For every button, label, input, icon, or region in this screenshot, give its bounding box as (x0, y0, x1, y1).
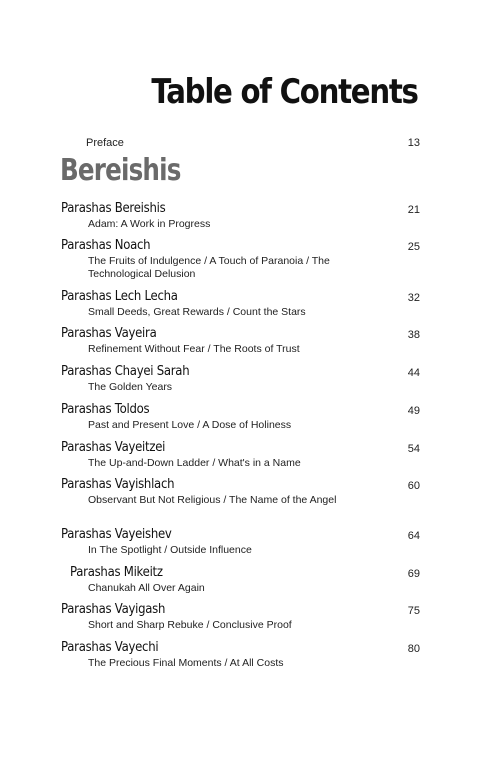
entry-title: Parashas Vayeishev (61, 527, 172, 542)
entry-title: Parashas Bereishis (61, 201, 166, 216)
entry-title: Parashas Toldos (61, 402, 150, 417)
entry-title: Parashas Vayishlach (61, 477, 175, 492)
entry-page-number: 49 (407, 405, 420, 417)
page-title: Table of Contents (151, 72, 418, 112)
entry-subtitle: Refinement Without Fear / The Roots of Trust (88, 343, 300, 355)
entry-title: Parashas Vayechi (61, 640, 159, 655)
entry-page-number: 32 (407, 292, 420, 304)
entry-subtitle: Chanukah All Over Again (88, 582, 205, 594)
entry-subtitle: The Fruits of Indulgence / A Touch of Paranoia / The Technological Delusion (88, 255, 330, 280)
entry-title: Parashas Vayigash (61, 602, 166, 617)
entry-subtitle: The Up-and-Down Ladder / What's in a Name (88, 457, 301, 469)
entry-page-number: 21 (407, 204, 420, 216)
entry-page-number: 25 (407, 241, 420, 253)
entry-title: Parashas Lech Lecha (61, 289, 178, 304)
entry-page-number: 75 (407, 605, 420, 617)
entry-subtitle: The Precious Final Moments / At All Costs (88, 657, 284, 669)
entry-page-number: 54 (407, 443, 420, 455)
entry-page-number: 69 (407, 568, 420, 580)
entry-subtitle: Short and Sharp Rebuke / Conclusive Proof (88, 619, 292, 631)
entry-title: Parashas Mikeitz (70, 565, 163, 580)
entry-subtitle: Small Deeds, Great Rewards / Count the Stars (88, 306, 306, 318)
entry-subtitle: Adam: A Work in Progress (88, 218, 211, 230)
entry-page-number: 38 (407, 329, 420, 341)
entry-title: Parashas Vayeira (61, 326, 157, 341)
entry-subtitle: Past and Present Love / A Dose of Holiness (88, 419, 292, 431)
entry-title: Parashas Vayeitzei (61, 440, 166, 455)
preface-label: Preface (86, 137, 124, 149)
section-title: Bereishis (60, 153, 181, 188)
entry-title: Parashas Noach (61, 238, 151, 253)
entry-page-number: 80 (407, 643, 420, 655)
entry-subtitle: The Golden Years (88, 381, 173, 393)
preface-page-number: 13 (407, 137, 420, 149)
entry-subtitle: Observant But Not Religious / The Name of the Angel (88, 494, 337, 506)
entry-page-number: 44 (407, 367, 420, 379)
entry-page-number: 60 (407, 480, 420, 492)
entry-page-number: 64 (407, 530, 420, 542)
entry-title: Parashas Chayei Sarah (61, 364, 190, 379)
entry-subtitle: In The Spotlight / Outside Influence (88, 544, 252, 556)
